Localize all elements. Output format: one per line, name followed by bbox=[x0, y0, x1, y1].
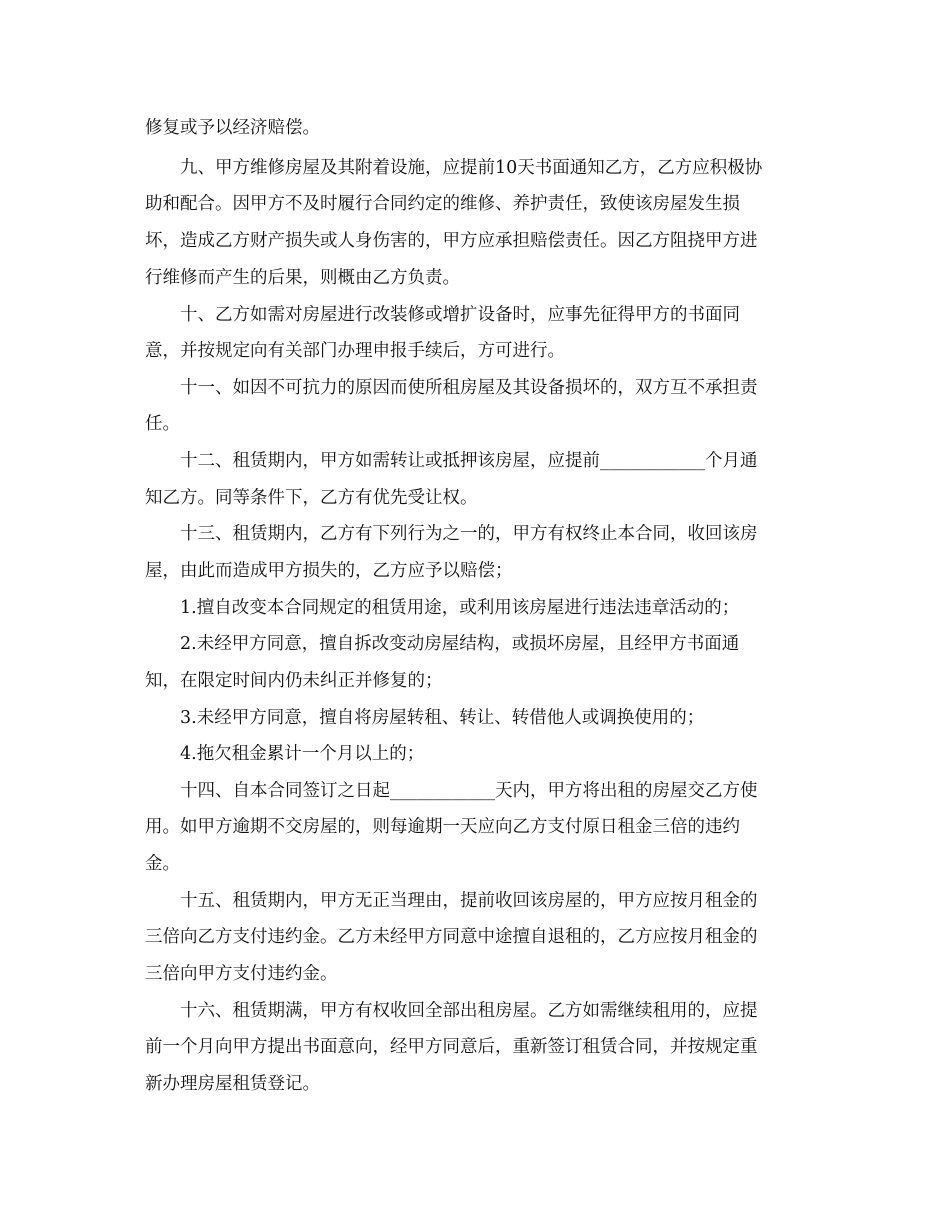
text-line: 助和配合。因甲方不及时履行合同约定的维修、养护责任，致使该房屋发生损 bbox=[145, 194, 740, 214]
text-line: 前一个月向甲方提出书面意向，经甲方同意后，重新签订租赁合同，并按规定重 bbox=[145, 1037, 758, 1057]
text-line: 知乙方。同等条件下，乙方有优先受让权。 bbox=[145, 488, 478, 508]
clause-15-line: 十五、租赁期内，甲方无正当理由，提前收回该房屋的，甲方应按月租金的 bbox=[180, 891, 758, 911]
clause-16-line: 十六、租赁期满，甲方有权收回全部出租房屋。乙方如需继续租用的，应提 bbox=[180, 1001, 758, 1021]
text-line: 坏，造成乙方财产损失或人身伤害的，甲方应承担赔偿责任。因乙方阻挠甲方进 bbox=[145, 231, 758, 251]
list-item: 1.擅自改变本合同规定的租赁用途，或利用该房屋进行违法违章活动的； bbox=[180, 598, 740, 618]
text-line: 用。如甲方逾期不交房屋的，则每逾期一天应向乙方支付原日租金三倍的违约 bbox=[145, 817, 740, 837]
text-line: 三倍向甲方支付违约金。 bbox=[145, 964, 338, 984]
text-line: 任。 bbox=[145, 414, 180, 434]
list-item: 4.拖欠租金累计一个月以上的； bbox=[180, 744, 425, 764]
text-line: 行维修而产生的后果，则概由乙方负责。 bbox=[145, 268, 460, 288]
clause-13-line: 十三、租赁期内，乙方有下列行为之一的，甲方有权终止本合同，收回该房 bbox=[180, 524, 758, 544]
clause-10-line: 十、乙方如需对房屋进行改装修或增扩设备时，应事先征得甲方的书面同 bbox=[180, 305, 740, 325]
clause-11-line: 十一、如因不可抗力的原因而使所租房屋及其设备损坏的，双方互不承担责 bbox=[180, 378, 758, 398]
clause-14-line: 十四、自本合同签订之日起____________天内，甲方将出租的房屋交乙方使 bbox=[180, 781, 758, 801]
text-line: 屋，由此而造成甲方损失的，乙方应予以赔偿； bbox=[145, 561, 513, 581]
text-line: 金。 bbox=[145, 854, 180, 874]
text-line: 三倍向乙方支付违约金。乙方未经甲方同意中途擅自退租的，乙方应按月租金的 bbox=[145, 927, 758, 947]
text-line: 修复或予以经济赔偿。 bbox=[145, 118, 320, 138]
list-item: 3.未经甲方同意，擅自将房屋转租、转让、转借他人或调换使用的； bbox=[180, 708, 705, 728]
text-line: 新办理房屋租赁登记。 bbox=[145, 1074, 320, 1094]
clause-9-line: 九、甲方维修房屋及其附着设施，应提前10天书面通知乙方，乙方应积极协 bbox=[180, 158, 763, 178]
list-item: 2.未经甲方同意，擅自拆改变动房屋结构，或损坏房屋，且经甲方书面通 bbox=[180, 634, 740, 654]
clause-12-line: 十二、租赁期内，甲方如需转让或抵押该房屋，应提前____________个月通 bbox=[180, 451, 758, 471]
text-line: 意，并按规定向有关部门办理申报手续后，方可进行。 bbox=[145, 341, 565, 361]
text-line: 知，在限定时间内仍未纠正并修复的； bbox=[145, 671, 443, 691]
